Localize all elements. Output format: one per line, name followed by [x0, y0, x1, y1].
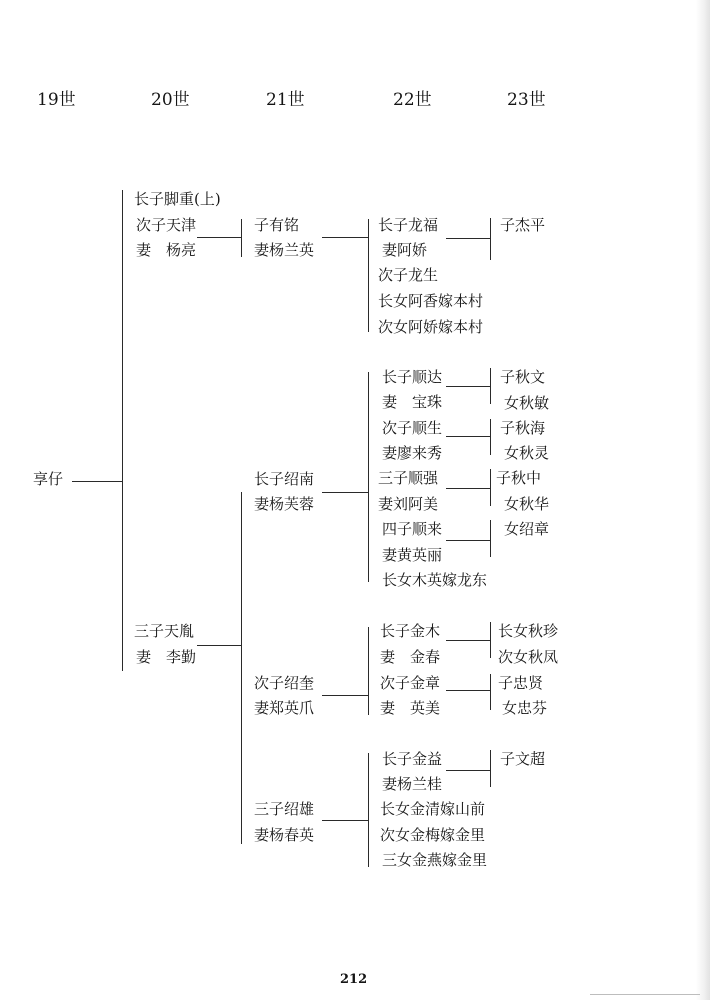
gen23-person: 女绍章	[504, 520, 550, 538]
gen21-son-shaonan: 长子绍南	[254, 470, 315, 488]
scan-edge-shadow	[696, 0, 710, 1000]
connector-line	[490, 368, 491, 404]
gen23-person: 子秋文	[500, 368, 546, 386]
gen23-person: 子忠贤	[498, 674, 544, 692]
connector-line	[446, 690, 490, 691]
connector-line	[197, 237, 241, 238]
connector-line	[322, 237, 368, 238]
gen22-person: 三子顺强	[378, 469, 439, 487]
gen20-second-son: 次子天津	[136, 216, 197, 234]
connector-line	[446, 386, 490, 387]
gen20-eldest-son: 长子脚重(上)	[134, 190, 221, 208]
gen23-person: 长女秋珍	[498, 622, 559, 640]
gen22-person: 次女金梅嫁金里	[380, 826, 486, 844]
connector-line	[368, 219, 369, 332]
gen23-person: 次女秋凤	[498, 648, 559, 666]
gen23-person: 女秋华	[504, 495, 550, 513]
gen22-person: 长子顺达	[382, 368, 443, 386]
gen22-person: 妻刘阿美	[378, 495, 439, 513]
connector-line	[368, 372, 369, 582]
connector-line	[322, 695, 368, 696]
gen23-person: 女秋敏	[504, 394, 550, 412]
connector-line	[322, 492, 368, 493]
gen22-person: 妻 宝珠	[382, 393, 443, 411]
gen22-person: 妻杨兰桂	[382, 775, 443, 793]
header-gen-22: 22世	[393, 90, 432, 110]
gen19-ancestor: 享仔	[33, 470, 64, 488]
connector-line	[72, 481, 122, 482]
gen23-person: 子文超	[500, 750, 546, 768]
connector-line	[490, 622, 491, 658]
header-gen-20: 20世	[151, 90, 190, 110]
connector-line	[490, 520, 491, 557]
connector-line	[368, 627, 369, 715]
gen21-son-shaoxiong-wife: 妻杨春英	[254, 826, 315, 844]
connector-line	[446, 770, 490, 771]
connector-line	[368, 753, 369, 867]
gen23-person: 女秋灵	[504, 444, 550, 462]
gen21-son-shaokui-wife: 妻郑英爪	[254, 699, 315, 717]
gen22-person: 长女阿香嫁本村	[378, 292, 484, 310]
connector-line	[241, 219, 242, 257]
gen20-second-son-wife: 妻 杨亮	[136, 241, 197, 259]
gen20-third-son: 三子天胤	[134, 622, 195, 640]
connector-line	[490, 218, 491, 260]
connector-line	[241, 492, 242, 844]
gen22-person: 长子金木	[380, 622, 441, 640]
connector-line	[446, 238, 490, 239]
gen21-son-youming: 子有铭	[254, 216, 300, 234]
gen22-person: 次子龙生	[378, 266, 439, 284]
connector-line	[490, 750, 491, 787]
gen21-son-youming-wife: 妻杨兰英	[254, 241, 315, 259]
connector-line	[122, 190, 123, 671]
gen22-person: 长子金益	[382, 750, 443, 768]
gen22-person: 次女阿娇嫁本村	[378, 318, 484, 336]
gen22-person: 长子龙福	[378, 216, 439, 234]
gen22-person: 次子金章	[380, 674, 441, 692]
gen22-person: 长女金清嫁山前	[380, 800, 486, 818]
gen23-person: 子秋中	[496, 469, 542, 487]
header-gen-19: 19世	[37, 90, 76, 110]
header-gen-21: 21世	[266, 90, 305, 110]
connector-line	[446, 488, 490, 489]
gen22-person: 妻黄英丽	[382, 546, 443, 564]
gen21-son-shaonan-wife: 妻杨芙蓉	[254, 495, 315, 513]
scan-noise	[590, 994, 700, 995]
connector-line	[446, 436, 490, 437]
connector-line	[197, 645, 241, 646]
gen22-person: 妻 金春	[380, 648, 441, 666]
connector-line	[490, 674, 491, 710]
connector-line	[322, 820, 368, 821]
connector-line	[446, 540, 490, 541]
gen22-person: 妻廖来秀	[382, 444, 443, 462]
gen23-person: 女忠芬	[502, 699, 548, 717]
gen22-person: 三女金燕嫁金里	[382, 851, 488, 869]
gen22-person: 妻 英美	[380, 699, 441, 717]
page-number: 212	[340, 972, 368, 987]
header-gen-23: 23世	[507, 90, 546, 110]
gen23-person: 子杰平	[500, 216, 546, 234]
gen23-person: 子秋海	[500, 419, 546, 437]
gen22-person: 次子顺生	[382, 419, 443, 437]
gen21-son-shaokui: 次子绍奎	[254, 674, 315, 692]
connector-line	[490, 419, 491, 455]
gen22-person: 长女木英嫁龙东	[382, 571, 488, 589]
gen22-person: 四子顺来	[382, 520, 443, 538]
gen20-third-son-wife: 妻 李勤	[136, 648, 197, 666]
connector-line	[446, 640, 490, 641]
gen22-person: 妻阿娇	[382, 241, 428, 259]
connector-line	[490, 469, 491, 506]
gen21-son-shaoxiong: 三子绍雄	[254, 800, 315, 818]
